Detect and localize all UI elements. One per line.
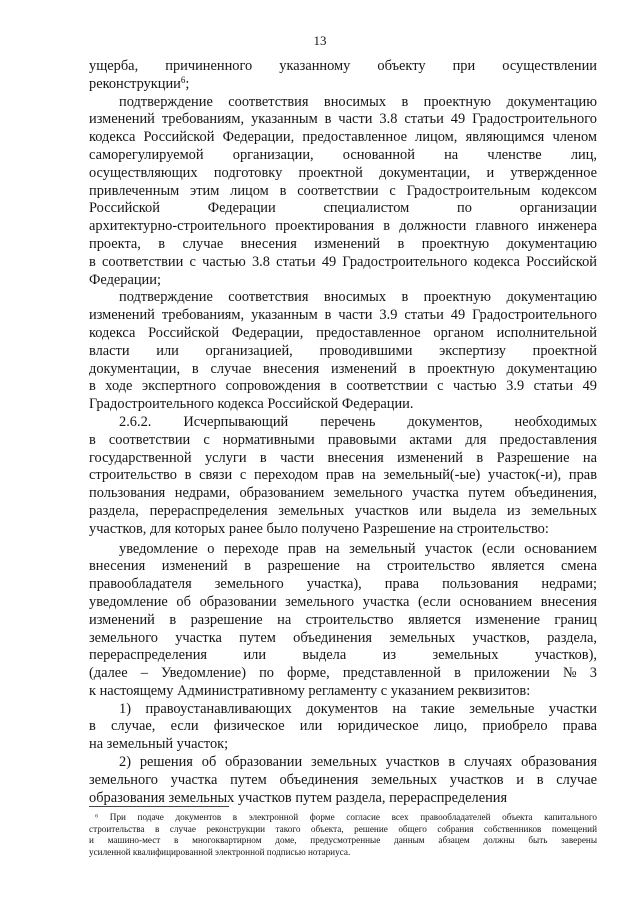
footnote-divider <box>89 806 229 807</box>
text-line: перераспределения или выдела из земельных участков), <box>89 647 597 664</box>
footnote-line: строительства в случае реконструкции такого объекта, решение общего собрания собственников помещений <box>89 823 597 834</box>
text-line: подтверждение соответствия вносимых в проектную документацию <box>119 289 597 306</box>
body-text <box>89 58 597 807</box>
text-line: документации, в случае внесения изменений в проектную документацию <box>89 360 597 377</box>
text-line: правообладателя земельного участка), права пользования недрами; <box>89 576 597 593</box>
text-line: на земельный участок; <box>89 736 229 753</box>
text-line: саморегулируемой организации, основанной на членстве лиц, <box>89 146 597 163</box>
footnote-6 <box>89 812 597 858</box>
text-line: к настоящему Административному регламенту с указанием реквизитов: <box>89 682 531 699</box>
paragraph-notification <box>89 541 597 701</box>
footnote-line: и машино-мест в многоквартирном доме, предусмотренные данным абзацем должны быть заверены <box>89 835 597 846</box>
paragraph-section-2-6-2 <box>89 414 597 539</box>
paragraph-confirmation-part-3-8 <box>89 94 597 290</box>
text-line: проекта, в случае внесения изменений в проектную документацию <box>89 235 597 252</box>
page-number: 13 <box>313 33 327 48</box>
text-line: строительство в связи с переходом прав на земельный(-ые) участок(-и), прав <box>89 467 597 484</box>
text-line: архитектурно-строительного проектирования в должности главного инженера <box>89 218 597 235</box>
text-line: подтверждение соответствия вносимых в проектную документацию <box>119 93 597 110</box>
text-line: изменений требованиям, указанным в части 3.9 статьи 49 Градостроительного <box>89 307 597 324</box>
text-line: изменений в разрешение на строительство является изменение границ <box>89 611 597 628</box>
paragraph-confirmation-part-3-9 <box>89 289 597 414</box>
text-line: земельного участка путем объединения земельных участков и в случае <box>89 771 597 788</box>
footnote-line: ⁶ При подаче документов в электронной форме согласие всех правообладателей объекта капитального <box>95 812 597 822</box>
text-line: пользования недрами, образованием земельного участка путем объединения, <box>89 485 597 502</box>
text-line: Федерации; <box>89 271 161 288</box>
text-line: кодекса Российской Федерации, предоставленное органом исполнительной <box>89 324 597 341</box>
footnote-line: усиленной квалифицированной электронной подписью нотариуса. <box>89 846 351 857</box>
footnotes <box>89 812 597 858</box>
paragraph-item-1 <box>89 701 597 754</box>
text-line: 2.6.2. Исчерпывающий перечень документов, необходимых <box>119 413 597 430</box>
text-line: раздела, перераспределения земельных участков или выдела из земельных <box>89 502 597 519</box>
text-line: (далее – Уведомление) по форме, представленной в приложении № 3 <box>89 665 597 682</box>
text-line: уведомление об образовании земельного участка (если основанием внесения <box>89 593 597 610</box>
text-line: Российской Федерации специалистом по организации <box>89 200 597 217</box>
text-line: образования земельных участков путем раздела, перераспределения <box>89 789 508 806</box>
text-line: осуществляющих подготовку проектной документации, и утвержденное <box>89 164 597 181</box>
paragraph-damage-continuation <box>89 58 597 94</box>
text-line: Градостроительного кодекса Российской Федерации. <box>89 396 414 413</box>
text-line: изменений требованиям, указанным в части 3.8 статьи 49 Градостроительного <box>89 111 597 128</box>
text-line: участков, для которых ранее было получено Разрешение на строительство: <box>89 520 549 537</box>
text-line: в ходе экспертного сопровождения в соответствии с частью 3.9 статьи 49 <box>89 378 597 395</box>
text-line: в случае, если физическое или юридическое лицо, приобрело права <box>89 718 597 735</box>
text-line: 1) правоустанавливающих документов на такие земельные участки <box>119 700 597 717</box>
text-line: земельного участка путем объединения земельных участков, раздела, <box>89 629 597 646</box>
text-line: 2) решения об образовании земельных участков в случаях образования <box>119 754 597 771</box>
text-line: государственной услуги в части внесения изменений в Разрешение на <box>89 449 597 466</box>
paragraph-item-2 <box>89 754 597 807</box>
footnote-reference: 6 <box>180 74 186 85</box>
text-line: ущерба, причиненного указанному объекту при осуществлении <box>89 58 597 74</box>
text-line: уведомление о переходе прав на земельный участок (если основанием <box>119 540 597 557</box>
text-line: в соответствии с нормативными правовыми актами для предоставления <box>89 431 597 448</box>
text-line: кодекса Российской Федерации, предоставленное лицом, являющимся членом <box>89 129 597 146</box>
text-line: власти или организацией, проводившими экспертизу проектной <box>89 342 597 359</box>
text-line: внесения изменений в разрешение на строительство является смена <box>89 558 597 575</box>
text-line: реконструкции$^6$; <box>89 74 190 92</box>
text-line: в соответствии с частью 3.8 статьи 49 Градостроительного кодекса Российской <box>89 253 597 270</box>
text-line: привлеченным этим лицом в соответствии с Градостроительным кодексом <box>89 182 597 199</box>
